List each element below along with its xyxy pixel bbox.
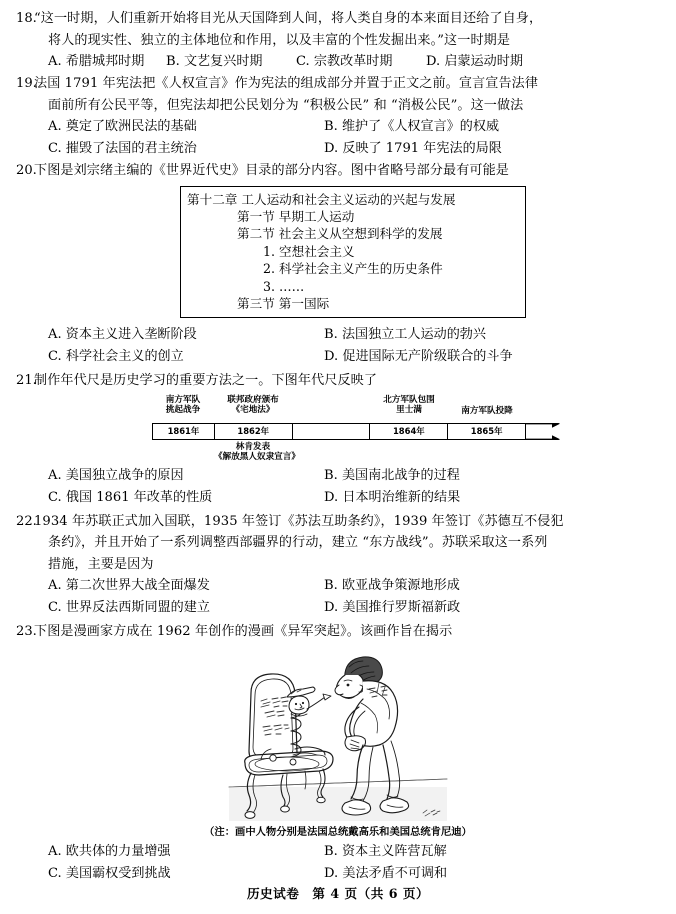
cartoon-figure — [0, 645, 676, 823]
option-23-B[interactable]: B. 资本主义阵营瓦解 — [324, 843, 447, 859]
option-22-C[interactable]: C. 世界反法西斯同盟的建立 — [48, 600, 210, 616]
question-19-options — [0, 116, 676, 160]
question-19-stem-line-2: 面前所有公民平等，但宪法却把公民划分为 “积极公民” 和 “消极公民”。这一做法 — [48, 97, 524, 113]
question-19 — [0, 73, 676, 116]
question-22 — [0, 511, 676, 576]
option-19-C[interactable]: C. 摧毁了法国的君主统治 — [48, 141, 197, 156]
question-22-stem-line-2: 条约》，并且开始了一系列调整西部疆界的行动，建立 “东方战线”。苏联采取这一系列 — [48, 535, 548, 551]
option-21-C[interactable]: C. 俄国 1861 年改革的性质 — [48, 489, 213, 505]
timeline-cell — [293, 424, 371, 439]
question-23 — [0, 621, 676, 643]
timeline-label-line: 南方军队投降 — [461, 405, 513, 416]
option-row — [48, 841, 676, 863]
option-20-A[interactable]: A. 资本主义进入垄断阶段 — [48, 327, 197, 343]
timeline-label-above — [370, 395, 448, 416]
question-20 — [0, 160, 676, 182]
option-21-D[interactable]: D. 日本明治维新的结果 — [324, 489, 461, 505]
timeline — [152, 395, 560, 465]
option-row — [48, 487, 676, 509]
page-footer: 历史试卷 第 4 页（共 6 页） — [246, 886, 430, 901]
question-18-options — [0, 51, 676, 73]
option-18-C[interactable]: C. 宗教改革时期 — [296, 54, 393, 69]
timeline-label-line: 《宅地法》 — [231, 405, 275, 416]
question-21 — [0, 370, 676, 392]
question-20-stem-line-1: 下图是刘宗绪主编的《世界近代史》目录的部分内容。图中省略号部分最有可能是 — [34, 163, 509, 178]
option-row — [48, 465, 676, 487]
timeline-label-line: 里士满 — [396, 405, 422, 416]
option-row — [48, 324, 676, 346]
question-20-options — [0, 324, 676, 368]
question-22-options — [0, 575, 676, 619]
option-row — [48, 346, 676, 368]
option-22-D[interactable]: D. 美国推行罗斯福新政 — [324, 600, 461, 616]
timeline-label-above — [214, 395, 292, 416]
toc-line: 2. 科学社会主义产生的历史条件 — [263, 261, 443, 277]
question-18-number: 18. — [16, 11, 37, 26]
option-19-B[interactable]: B. 维护了《人权宣言》的权威 — [324, 119, 500, 134]
question-19-stem-line-1: 法国 1791 年宪法把《人权宣言》作为宪法的组成部分并置于正文之前。宣言宣告法律 — [34, 76, 539, 91]
question-22-stem-line-3: 措施，主要是因为 — [48, 556, 154, 572]
option-23-D[interactable]: D. 美法矛盾不可调和 — [324, 865, 448, 881]
question-19-number: 19. — [16, 76, 37, 91]
timeline-label-line: 联邦政府颁布 — [227, 394, 279, 405]
toc-figure — [0, 186, 676, 319]
question-23-stem-line-1: 下图是漫画家方成在 1962 年创作的漫画《异军突起》。该画作旨在揭示 — [34, 624, 453, 640]
question-21-stem-line-1: 制作年代尺是历史学习的重要方法之一。下图年代尺反映了 — [34, 373, 378, 389]
toc-line: 第十二章 工人运动和社会主义运动的兴起与发展 — [187, 191, 456, 207]
question-23-number: 23. — [16, 624, 37, 640]
timeline-label-line: 挑起战争 — [165, 405, 201, 416]
timeline-label-above — [152, 395, 214, 416]
timeline-bar — [152, 423, 526, 440]
toc-box — [180, 186, 526, 319]
option-20-B[interactable]: B. 法国独立工人运动的勃兴 — [324, 327, 486, 343]
cartoon-image — [227, 645, 449, 823]
option-row — [48, 863, 676, 885]
question-21-number: 21. — [16, 373, 37, 389]
question-22-stem-line-1: 1934 年苏联正式加入国联，1935 年签订《苏法互助条约》，1939 年签订《苏德互不侵犯 — [34, 513, 564, 529]
timeline-figure — [0, 395, 676, 465]
option-20-D[interactable]: D. 促进国际无产阶级联合的斗争 — [324, 349, 513, 365]
timeline-label-above — [448, 406, 526, 417]
option-23-A[interactable]: A. 欧共体的力量增强 — [48, 843, 171, 859]
option-22-B[interactable]: B. 欧亚战争策源地形成 — [324, 578, 460, 594]
timeline-cell: 1862年 — [215, 424, 293, 439]
exam-page — [0, 8, 676, 914]
timeline-label-line: 林肯发表 — [235, 441, 271, 452]
option-22-A[interactable]: A. 第二次世界大战全面爆发 — [48, 578, 210, 594]
option-21-B[interactable]: B. 美国南北战争的过程 — [324, 467, 460, 483]
option-19-A[interactable]: A. 奠定了欧洲民法的基础 — [48, 119, 197, 134]
timeline-label-line: 《解放黑人奴隶宣言》 — [214, 452, 300, 463]
option-18-D[interactable]: D. 启蒙运动时期 — [426, 54, 523, 69]
question-18-stem-line-2: 将人的现实性、独立的主体地位和作用，以及丰富的个性发掘出来。”这一时期是 — [48, 32, 511, 48]
toc-line: 第二节 社会主义从空想到科学的发展 — [237, 226, 443, 242]
option-18-A[interactable]: A. 希腊城邦时期 — [48, 54, 145, 69]
question-21-options — [0, 465, 676, 509]
timeline-cell: 1861年 — [153, 424, 215, 439]
timeline-arrow-icon — [526, 423, 560, 440]
question-22-number: 22. — [16, 513, 37, 529]
option-row — [48, 116, 676, 138]
timeline-labels-above — [152, 395, 560, 423]
option-21-A[interactable]: A. 美国独立战争的原因 — [48, 467, 184, 483]
option-23-C[interactable]: C. 美国霸权受到挑战 — [48, 865, 171, 881]
option-row — [48, 138, 676, 160]
toc-line: 3. …… — [263, 278, 305, 294]
option-row — [48, 597, 676, 619]
timeline-cell: 1864年 — [370, 424, 448, 439]
question-18-stem-line-1: “这一时期，人们重新开始将目光从天国降到人间，将人类自身的本来面目还给了自身， — [34, 11, 543, 26]
question-20-number: 20. — [16, 163, 37, 178]
question-23-options — [0, 841, 676, 885]
option-18-B[interactable]: B. 文艺复兴时期 — [166, 54, 263, 69]
option-row — [48, 575, 676, 597]
option-row — [48, 51, 676, 73]
toc-line: 第三节 第一国际 — [237, 295, 330, 311]
toc-line: 1. 空想社会主义 — [263, 243, 355, 259]
option-19-D[interactable]: D. 反映了 1791 年宪法的局限 — [324, 141, 502, 156]
toc-line: 第一节 早期工人运动 — [237, 208, 355, 224]
timeline-cell: 1865年 — [448, 424, 526, 439]
timeline-label-below — [214, 441, 300, 463]
timeline-label-line: 南方军队 — [165, 394, 201, 405]
timeline-label-line: 北方军队包围 — [383, 394, 435, 405]
cartoon-caption-note: （注：画中人物分别是法国总统戴高乐和美国总统肯尼迪） — [204, 825, 472, 838]
question-18 — [0, 8, 676, 51]
option-20-C[interactable]: C. 科学社会主义的创立 — [48, 349, 184, 365]
